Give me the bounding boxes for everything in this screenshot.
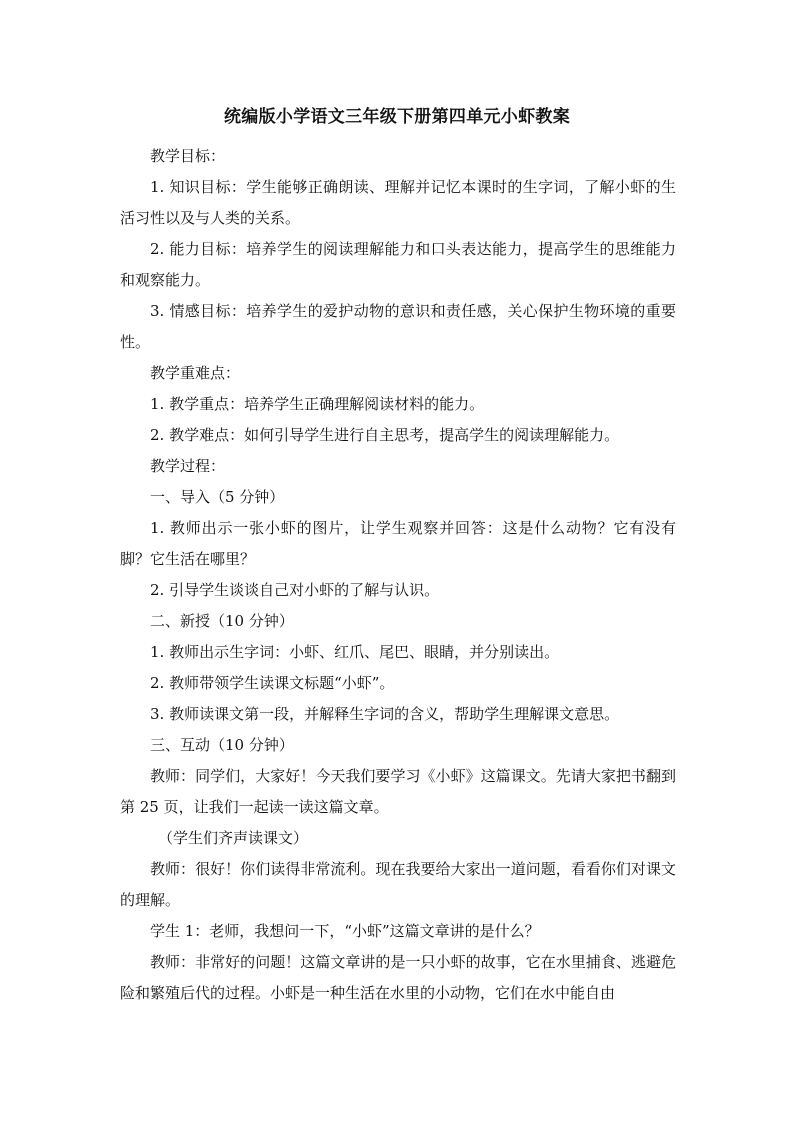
document-body <box>120 141 676 1009</box>
paragraph-emotion-goal: 3. 情感目标：培养学生的爱护动物的意识和责任感，关心保护生物环境的重要性。 <box>120 302 676 351</box>
paragraph-teacher-answer: 教师：非常好的问题！这篇文章讲的是一只小虾的故事，它在水里捕食、逃避危险和繁殖后代的过程。小虾是一种生活在水里的小动物，它们在水中能自由 <box>120 953 676 1002</box>
paragraph-student-1-question: 学生 1：老师，我想问一下，“小虾”这篇文章讲的是什么？ <box>150 922 540 940</box>
paragraph-knowledge-goal: 1. 知识目标：学生能够正确朗读、理解并记忆本课时的生字词，了解小虾的生活习性以及与人类的关系。 <box>120 178 676 227</box>
paragraph-ability-goal: 2. 能力目标：培养学生的阅读理解能力和口头表达能力，提高学生的思维能力和观察能力。 <box>120 240 676 289</box>
paragraph-key-point: 1. 教学重点：培养学生正确理解阅读材料的能力。 <box>150 395 485 413</box>
paragraph-new-step-2: 2. 教师带领学生读课文标题“小虾”。 <box>150 674 395 692</box>
paragraph-key-points-heading: 教学重难点： <box>150 364 241 382</box>
paragraph-new-step-1: 1. 教师出示生字词：小虾、红爪、尾巴、眼睛，并分别读出。 <box>150 643 560 661</box>
paragraph-teaching-goals-heading: 教学目标： <box>150 147 226 165</box>
paragraph-process-heading: 教学过程： <box>150 457 226 475</box>
paragraph-new-step-3: 3. 教师读课文第一段，并解释生字词的含义，帮助学生理解课文意思。 <box>150 705 620 723</box>
paragraph-section-new-lesson: 二、新授（10 分钟） <box>150 612 294 630</box>
paragraph-teacher-question: 教师：很好！你们读得非常流利。现在我要给大家出一道问题，看看你们对课文的理解。 <box>120 860 676 909</box>
paragraph-teacher-greeting: 教师：同学们，大家好！今天我们要学习《小虾》这篇课文。先请大家把书翻到第 25 页，让我们一起读一读这篇文章。 <box>120 767 676 816</box>
paragraph-difficult-point: 2. 教学难点：如何引导学生进行自主思考，提高学生的阅读理解能力。 <box>150 426 620 444</box>
paragraph-intro-step-1: 1. 教师出示一张小虾的图片，让学生观察并回答：这是什么动物？它有没有脚？它生活在哪里？ <box>120 519 676 568</box>
paragraph-students-read: （学生们齐声读课文） <box>158 829 309 847</box>
paragraph-section-introduction: 一、导入（5 分钟） <box>150 488 285 506</box>
paragraph-intro-step-2: 2. 引导学生谈谈自己对小虾的了解与认识。 <box>150 581 440 599</box>
paragraph-section-interaction: 三、互动（10 分钟） <box>150 736 294 754</box>
document-title: 统编版小学语文三年级下册第四单元小虾教案 <box>224 107 570 127</box>
